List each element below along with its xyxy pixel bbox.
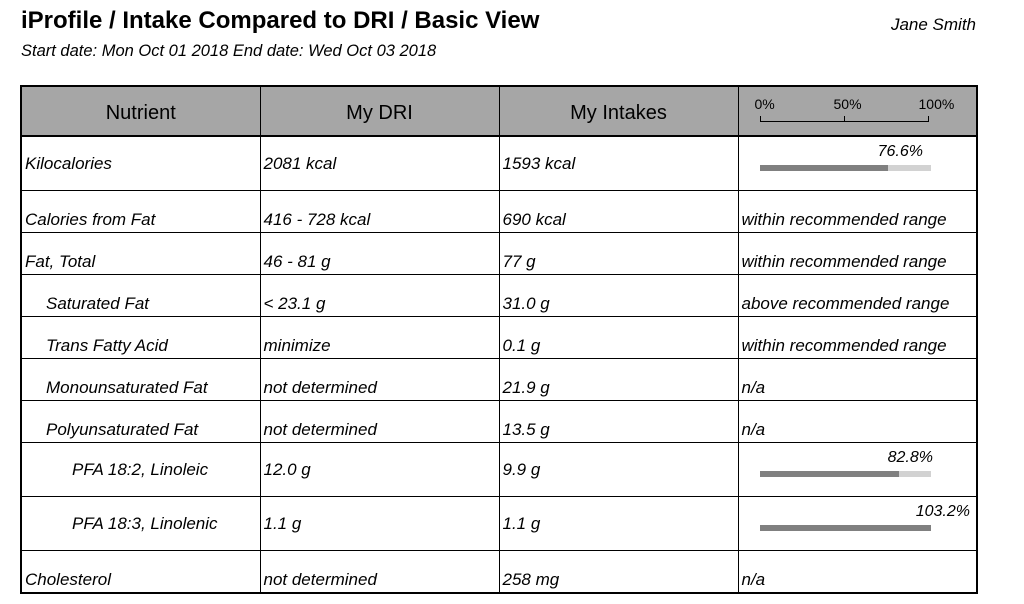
table-row [21,136,977,191]
status-text: n/a [738,401,977,443]
progress-track [760,525,931,531]
date-range: Start date: Mon Oct 01 2018 End date: Wed Oct 03 2018 [21,42,437,60]
progress-fill [760,165,889,171]
percent-label: 103.2% [915,503,970,520]
intake-value: 9.9 g [499,443,738,497]
column-header-dri: My DRI [260,86,499,136]
scale-tick [760,116,761,121]
progress-fill [760,525,931,531]
percent-cell [738,443,977,497]
scale-label-100: 100% [918,96,955,112]
nutrient-name: Fat, Total [21,233,260,275]
status-text: within recommended range [738,317,977,359]
intake-value: 13.5 g [499,401,738,443]
dri-value: minimize [260,317,499,359]
table-row [21,497,977,551]
percent-cell [738,136,977,191]
column-header-nutrient: Nutrient [21,86,260,136]
table-row [21,359,977,401]
table-row [21,443,977,497]
percent-scale [739,87,977,131]
table-row [21,317,977,359]
status-text: within recommended range [738,233,977,275]
table-row [21,191,977,233]
dri-value: 1.1 g [260,497,499,551]
nutrient-name: Kilocalories [21,136,260,191]
column-header-intakes: My Intakes [499,86,738,136]
nutrient-name: Trans Fatty Acid [21,317,260,359]
column-header-percent-scale [738,86,977,136]
user-name: Jane Smith [890,15,976,34]
progress-track [760,471,931,477]
page-title: iProfile / Intake Compared to DRI / Basic View [21,7,540,34]
intake-value: 0.1 g [499,317,738,359]
nutrient-name: Monounsaturated Fat [21,359,260,401]
status-text: within recommended range [738,191,977,233]
dri-value: not determined [260,359,499,401]
dri-value: not determined [260,401,499,443]
nutrient-name: Cholesterol [21,551,260,594]
table-row [21,233,977,275]
table-row [21,401,977,443]
dri-value: 12.0 g [260,443,499,497]
nutrient-name: Polyunsaturated Fat [21,401,260,443]
progress-fill [760,471,899,477]
dri-value: 416 - 728 kcal [260,191,499,233]
scale-label-50: 50% [833,96,862,112]
dri-value: 2081 kcal [260,136,499,191]
dri-value: < 23.1 g [260,275,499,317]
table-header-row [21,86,977,136]
intake-value: 77 g [499,233,738,275]
nutrient-name: Saturated Fat [21,275,260,317]
nutrient-name: PFA 18:3, Linolenic [21,497,260,551]
table-row [21,275,977,317]
progress-track [760,165,931,171]
intake-value: 21.9 g [499,359,738,401]
intake-value: 690 kcal [499,191,738,233]
intake-value: 31.0 g [499,275,738,317]
scale-tick [844,116,845,121]
nutrient-name: PFA 18:2, Linoleic [21,443,260,497]
scale-label-0: 0% [754,96,775,112]
intake-value: 1.1 g [499,497,738,551]
status-text: above recommended range [738,275,977,317]
percent-label: 76.6% [877,143,923,160]
table-row [21,551,977,594]
intake-value: 258 mg [499,551,738,594]
status-text: n/a [738,551,977,594]
percent-label: 82.8% [887,449,933,466]
nutrient-name: Calories from Fat [21,191,260,233]
scale-axis [760,121,929,122]
dri-value: not determined [260,551,499,594]
dri-value: 46 - 81 g [260,233,499,275]
intake-value: 1593 kcal [499,136,738,191]
percent-cell [738,497,977,551]
intake-table [20,85,978,594]
scale-tick [928,116,929,121]
status-text: n/a [738,359,977,401]
